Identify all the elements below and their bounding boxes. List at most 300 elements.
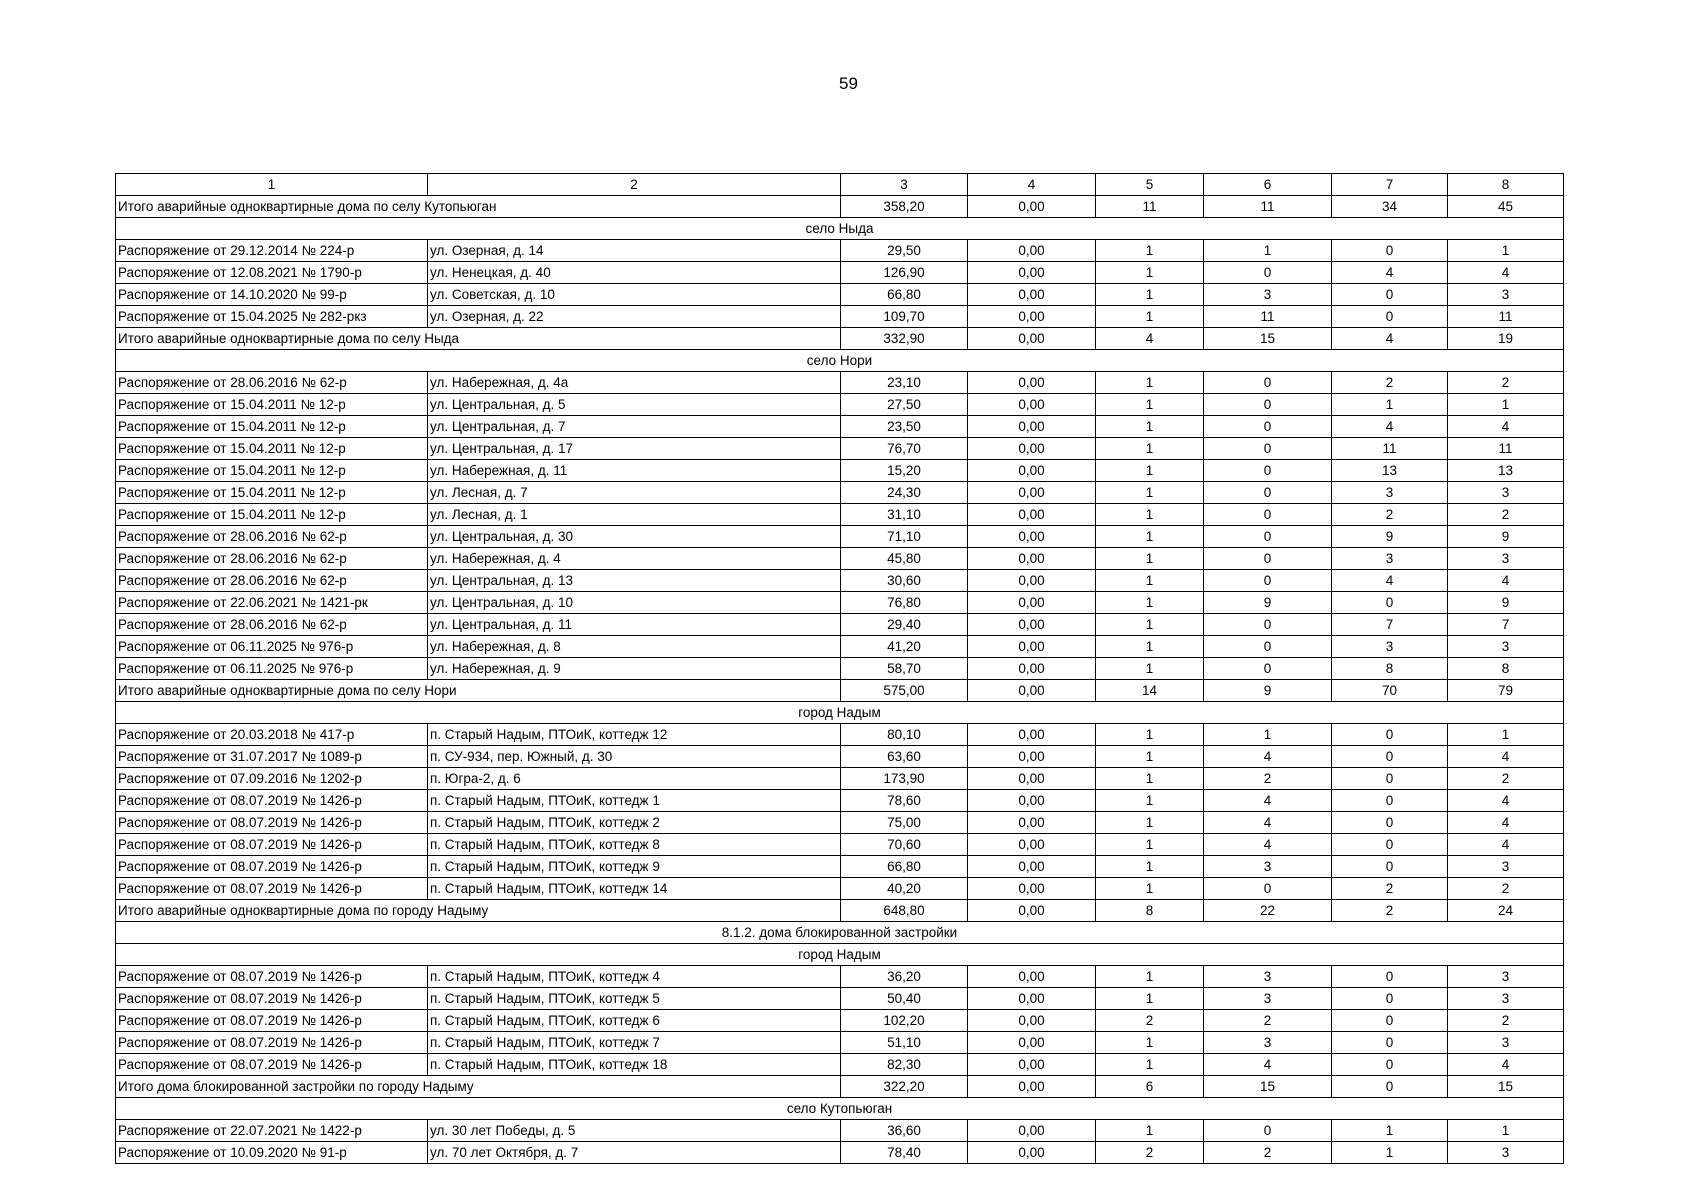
document-cell: Распоряжение от 29.12.2014 № 224-р bbox=[116, 240, 428, 262]
value-cell: 9 bbox=[1204, 592, 1332, 614]
value-cell: 11 bbox=[1332, 438, 1448, 460]
value-cell: 1 bbox=[1096, 306, 1204, 328]
value-cell: 70,60 bbox=[841, 834, 968, 856]
value-cell: 11 bbox=[1448, 306, 1564, 328]
value-cell: 30,60 bbox=[841, 570, 968, 592]
document-cell: Распоряжение от 06.11.2025 № 976-р bbox=[116, 636, 428, 658]
table-row bbox=[116, 526, 1564, 548]
value-cell: 2 bbox=[1332, 504, 1448, 526]
value-cell: 1 bbox=[1096, 1032, 1204, 1054]
value-cell: 4 bbox=[1332, 262, 1448, 284]
value-cell: 66,80 bbox=[841, 856, 968, 878]
address-cell: п. Старый Надым, ПТОиК, коттедж 1 bbox=[428, 790, 841, 812]
address-cell: п. СУ-934, пер. Южный, д. 30 bbox=[428, 746, 841, 768]
value-cell: 1 bbox=[1096, 746, 1204, 768]
table-row bbox=[116, 1032, 1564, 1054]
section-title: село Ныда bbox=[116, 218, 1564, 240]
value-cell: 332,90 bbox=[841, 328, 968, 350]
value-cell: 0,00 bbox=[968, 284, 1096, 306]
document-cell: Распоряжение от 08.07.2019 № 1426-р bbox=[116, 790, 428, 812]
table-row bbox=[116, 790, 1564, 812]
value-cell: 1 bbox=[1096, 460, 1204, 482]
value-cell: 2 bbox=[1448, 1010, 1564, 1032]
value-cell: 0,00 bbox=[968, 570, 1096, 592]
value-cell: 0 bbox=[1332, 988, 1448, 1010]
value-cell: 126,90 bbox=[841, 262, 968, 284]
value-cell: 0 bbox=[1332, 966, 1448, 988]
value-cell: 173,90 bbox=[841, 768, 968, 790]
value-cell: 66,80 bbox=[841, 284, 968, 306]
table-row bbox=[116, 878, 1564, 900]
value-cell: 109,70 bbox=[841, 306, 968, 328]
address-cell: ул. Набережная, д. 8 bbox=[428, 636, 841, 658]
value-cell: 648,80 bbox=[841, 900, 968, 922]
value-cell: 0,00 bbox=[968, 592, 1096, 614]
header-cell: 4 bbox=[968, 174, 1096, 196]
table-row bbox=[116, 240, 1564, 262]
value-cell: 1 bbox=[1096, 416, 1204, 438]
total-label: Итого дома блокированной застройки по городу Надыму bbox=[116, 1076, 841, 1098]
document-cell: Распоряжение от 08.07.2019 № 1426-р bbox=[116, 856, 428, 878]
document-cell: Распоряжение от 14.10.2020 № 99-р bbox=[116, 284, 428, 306]
table-row bbox=[116, 1010, 1564, 1032]
document-cell: Распоряжение от 15.04.2011 № 12-р bbox=[116, 416, 428, 438]
value-cell: 7 bbox=[1332, 614, 1448, 636]
document-cell: Распоряжение от 15.04.2011 № 12-р bbox=[116, 482, 428, 504]
address-cell: ул. Центральная, д. 11 bbox=[428, 614, 841, 636]
address-cell: ул. Набережная, д. 11 bbox=[428, 460, 841, 482]
value-cell: 45,80 bbox=[841, 548, 968, 570]
value-cell: 29,40 bbox=[841, 614, 968, 636]
value-cell: 70 bbox=[1332, 680, 1448, 702]
address-cell: ул. Набережная, д. 4а bbox=[428, 372, 841, 394]
address-cell: ул. 70 лет Октября, д. 7 bbox=[428, 1142, 841, 1164]
value-cell: 0,00 bbox=[968, 328, 1096, 350]
section-header-row bbox=[116, 350, 1564, 372]
housing-table bbox=[115, 173, 1564, 1164]
value-cell: 0,00 bbox=[968, 196, 1096, 218]
value-cell: 4 bbox=[1448, 834, 1564, 856]
document-cell: Распоряжение от 08.07.2019 № 1426-р bbox=[116, 834, 428, 856]
address-cell: п. Старый Надым, ПТОиК, коттедж 4 bbox=[428, 966, 841, 988]
header-cell: 8 bbox=[1448, 174, 1564, 196]
value-cell: 15 bbox=[1204, 1076, 1332, 1098]
value-cell: 0,00 bbox=[968, 966, 1096, 988]
section-header-row bbox=[116, 702, 1564, 724]
document-cell: Распоряжение от 28.06.2016 № 62-р bbox=[116, 526, 428, 548]
value-cell: 1 bbox=[1096, 966, 1204, 988]
value-cell: 0 bbox=[1204, 636, 1332, 658]
document-cell: Распоряжение от 06.11.2025 № 976-р bbox=[116, 658, 428, 680]
value-cell: 0,00 bbox=[968, 460, 1096, 482]
value-cell: 0,00 bbox=[968, 416, 1096, 438]
document-cell: Распоряжение от 10.09.2020 № 91-р bbox=[116, 1142, 428, 1164]
value-cell: 9 bbox=[1332, 526, 1448, 548]
value-cell: 0 bbox=[1332, 856, 1448, 878]
address-cell: п. Старый Надым, ПТОиК, коттедж 2 bbox=[428, 812, 841, 834]
value-cell: 0 bbox=[1332, 1076, 1448, 1098]
value-cell: 29,50 bbox=[841, 240, 968, 262]
total-row bbox=[116, 328, 1564, 350]
value-cell: 41,20 bbox=[841, 636, 968, 658]
table-row bbox=[116, 724, 1564, 746]
value-cell: 1 bbox=[1096, 284, 1204, 306]
value-cell: 2 bbox=[1096, 1010, 1204, 1032]
table-row bbox=[116, 1142, 1564, 1164]
table-body bbox=[116, 174, 1564, 1164]
value-cell: 0,00 bbox=[968, 680, 1096, 702]
value-cell: 0 bbox=[1204, 394, 1332, 416]
value-cell: 4 bbox=[1204, 1054, 1332, 1076]
total-row bbox=[116, 900, 1564, 922]
address-cell: ул. Центральная, д. 7 bbox=[428, 416, 841, 438]
value-cell: 0 bbox=[1204, 548, 1332, 570]
value-cell: 4 bbox=[1448, 570, 1564, 592]
value-cell: 0,00 bbox=[968, 988, 1096, 1010]
value-cell: 0,00 bbox=[968, 262, 1096, 284]
document-cell: Распоряжение от 08.07.2019 № 1426-р bbox=[116, 966, 428, 988]
address-cell: п. Старый Надым, ПТОиК, коттедж 14 bbox=[428, 878, 841, 900]
value-cell: 45 bbox=[1448, 196, 1564, 218]
value-cell: 27,50 bbox=[841, 394, 968, 416]
value-cell: 358,20 bbox=[841, 196, 968, 218]
value-cell: 2 bbox=[1448, 878, 1564, 900]
address-cell: п. Старый Надым, ПТОиК, коттедж 8 bbox=[428, 834, 841, 856]
table-row bbox=[116, 658, 1564, 680]
value-cell: 3 bbox=[1448, 856, 1564, 878]
table-row bbox=[116, 548, 1564, 570]
value-cell: 76,80 bbox=[841, 592, 968, 614]
value-cell: 0,00 bbox=[968, 790, 1096, 812]
value-cell: 0,00 bbox=[968, 614, 1096, 636]
page-number: 59 bbox=[839, 74, 858, 93]
value-cell: 1 bbox=[1096, 592, 1204, 614]
value-cell: 0 bbox=[1204, 570, 1332, 592]
document-cell: Распоряжение от 28.06.2016 № 62-р bbox=[116, 372, 428, 394]
table-row bbox=[116, 988, 1564, 1010]
value-cell: 58,70 bbox=[841, 658, 968, 680]
section-header-row bbox=[116, 218, 1564, 240]
table-row bbox=[116, 746, 1564, 768]
value-cell: 2 bbox=[1204, 1142, 1332, 1164]
value-cell: 0 bbox=[1204, 416, 1332, 438]
value-cell: 0 bbox=[1332, 834, 1448, 856]
value-cell: 1 bbox=[1096, 658, 1204, 680]
document-cell: Распоряжение от 15.04.2011 № 12-р bbox=[116, 394, 428, 416]
value-cell: 1 bbox=[1096, 812, 1204, 834]
value-cell: 31,10 bbox=[841, 504, 968, 526]
value-cell: 8 bbox=[1096, 900, 1204, 922]
value-cell: 0 bbox=[1332, 284, 1448, 306]
value-cell: 1 bbox=[1096, 526, 1204, 548]
address-cell: ул. 30 лет Победы, д. 5 bbox=[428, 1120, 841, 1142]
value-cell: 0,00 bbox=[968, 504, 1096, 526]
value-cell: 0 bbox=[1332, 1032, 1448, 1054]
value-cell: 0 bbox=[1204, 438, 1332, 460]
table-row bbox=[116, 614, 1564, 636]
value-cell: 11 bbox=[1096, 196, 1204, 218]
value-cell: 24,30 bbox=[841, 482, 968, 504]
value-cell: 2 bbox=[1096, 1142, 1204, 1164]
value-cell: 63,60 bbox=[841, 746, 968, 768]
value-cell: 0 bbox=[1332, 768, 1448, 790]
value-cell: 2 bbox=[1448, 768, 1564, 790]
value-cell: 4 bbox=[1448, 1054, 1564, 1076]
value-cell: 4 bbox=[1332, 416, 1448, 438]
value-cell: 1 bbox=[1096, 768, 1204, 790]
value-cell: 3 bbox=[1448, 1142, 1564, 1164]
value-cell: 3 bbox=[1448, 966, 1564, 988]
total-label: Итого аварийные одноквартирные дома по селу Нори bbox=[116, 680, 841, 702]
value-cell: 2 bbox=[1332, 878, 1448, 900]
value-cell: 1 bbox=[1096, 262, 1204, 284]
total-row bbox=[116, 680, 1564, 702]
value-cell: 9 bbox=[1448, 526, 1564, 548]
value-cell: 75,00 bbox=[841, 812, 968, 834]
value-cell: 0 bbox=[1332, 306, 1448, 328]
value-cell: 1 bbox=[1096, 834, 1204, 856]
address-cell: ул. Лесная, д. 7 bbox=[428, 482, 841, 504]
value-cell: 0 bbox=[1332, 240, 1448, 262]
table-row bbox=[116, 834, 1564, 856]
value-cell: 1 bbox=[1096, 372, 1204, 394]
total-label: Итого аварийные одноквартирные дома по селу Ныда bbox=[116, 328, 841, 350]
value-cell: 4 bbox=[1204, 834, 1332, 856]
header-cell: 7 bbox=[1332, 174, 1448, 196]
value-cell: 19 bbox=[1448, 328, 1564, 350]
total-label: Итого аварийные одноквартирные дома по городу Надыму bbox=[116, 900, 841, 922]
value-cell: 1 bbox=[1096, 988, 1204, 1010]
value-cell: 4 bbox=[1332, 328, 1448, 350]
address-cell: п. Югра-2, д. 6 bbox=[428, 768, 841, 790]
value-cell: 8 bbox=[1332, 658, 1448, 680]
value-cell: 0,00 bbox=[968, 372, 1096, 394]
value-cell: 0 bbox=[1332, 1010, 1448, 1032]
document-cell: Распоряжение от 08.07.2019 № 1426-р bbox=[116, 988, 428, 1010]
value-cell: 6 bbox=[1096, 1076, 1204, 1098]
document-cell: Распоряжение от 22.07.2021 № 1422-р bbox=[116, 1120, 428, 1142]
value-cell: 322,20 bbox=[841, 1076, 968, 1098]
document-cell: Распоряжение от 28.06.2016 № 62-р bbox=[116, 548, 428, 570]
value-cell: 1 bbox=[1096, 394, 1204, 416]
value-cell: 0,00 bbox=[968, 394, 1096, 416]
value-cell: 1 bbox=[1448, 394, 1564, 416]
document-cell: Распоряжение от 28.06.2016 № 62-р bbox=[116, 614, 428, 636]
value-cell: 23,10 bbox=[841, 372, 968, 394]
value-cell: 4 bbox=[1448, 812, 1564, 834]
value-cell: 78,40 bbox=[841, 1142, 968, 1164]
value-cell: 15 bbox=[1204, 328, 1332, 350]
value-cell: 4 bbox=[1448, 262, 1564, 284]
value-cell: 71,10 bbox=[841, 526, 968, 548]
value-cell: 0,00 bbox=[968, 438, 1096, 460]
value-cell: 0,00 bbox=[968, 878, 1096, 900]
total-label: Итого аварийные одноквартирные дома по селу Кутопьюган bbox=[116, 196, 841, 218]
value-cell: 3 bbox=[1204, 1032, 1332, 1054]
value-cell: 4 bbox=[1204, 790, 1332, 812]
table-row bbox=[116, 438, 1564, 460]
value-cell: 3 bbox=[1332, 548, 1448, 570]
table-row bbox=[116, 812, 1564, 834]
header-row bbox=[116, 174, 1564, 196]
value-cell: 1 bbox=[1096, 636, 1204, 658]
value-cell: 2 bbox=[1448, 372, 1564, 394]
address-cell: п. Старый Надым, ПТОиК, коттедж 7 bbox=[428, 1032, 841, 1054]
value-cell: 82,30 bbox=[841, 1054, 968, 1076]
document-cell: Распоряжение от 15.04.2011 № 12-р bbox=[116, 460, 428, 482]
table-row bbox=[116, 416, 1564, 438]
value-cell: 1 bbox=[1332, 394, 1448, 416]
value-cell: 1 bbox=[1096, 548, 1204, 570]
value-cell: 1 bbox=[1332, 1142, 1448, 1164]
value-cell: 1 bbox=[1204, 240, 1332, 262]
value-cell: 0,00 bbox=[968, 658, 1096, 680]
value-cell: 80,10 bbox=[841, 724, 968, 746]
header-cell: 1 bbox=[116, 174, 428, 196]
value-cell: 22 bbox=[1204, 900, 1332, 922]
address-cell: п. Старый Надым, ПТОиК, коттедж 9 bbox=[428, 856, 841, 878]
value-cell: 78,60 bbox=[841, 790, 968, 812]
table-row bbox=[116, 966, 1564, 988]
value-cell: 1 bbox=[1096, 240, 1204, 262]
document-cell: Распоряжение от 28.06.2016 № 62-р bbox=[116, 570, 428, 592]
value-cell: 4 bbox=[1448, 416, 1564, 438]
value-cell: 0 bbox=[1332, 746, 1448, 768]
document-cell: Распоряжение от 08.07.2019 № 1426-р bbox=[116, 878, 428, 900]
section-header-row bbox=[116, 922, 1564, 944]
value-cell: 3 bbox=[1332, 636, 1448, 658]
value-cell: 34 bbox=[1332, 196, 1448, 218]
value-cell: 0 bbox=[1204, 614, 1332, 636]
value-cell: 11 bbox=[1204, 306, 1332, 328]
value-cell: 4 bbox=[1096, 328, 1204, 350]
value-cell: 1 bbox=[1448, 1120, 1564, 1142]
address-cell: п. Старый Надым, ПТОиК, коттедж 18 bbox=[428, 1054, 841, 1076]
address-cell: ул. Озерная, д. 22 bbox=[428, 306, 841, 328]
value-cell: 0,00 bbox=[968, 724, 1096, 746]
section-title: город Надым bbox=[116, 702, 1564, 724]
total-row bbox=[116, 196, 1564, 218]
value-cell: 0 bbox=[1204, 460, 1332, 482]
document-cell: Распоряжение от 07.09.2016 № 1202-р bbox=[116, 768, 428, 790]
value-cell: 24 bbox=[1448, 900, 1564, 922]
value-cell: 76,70 bbox=[841, 438, 968, 460]
value-cell: 1 bbox=[1096, 614, 1204, 636]
value-cell: 0,00 bbox=[968, 1010, 1096, 1032]
value-cell: 36,20 bbox=[841, 966, 968, 988]
value-cell: 0,00 bbox=[968, 1142, 1096, 1164]
value-cell: 0,00 bbox=[968, 548, 1096, 570]
value-cell: 0 bbox=[1332, 1054, 1448, 1076]
value-cell: 0 bbox=[1204, 372, 1332, 394]
value-cell: 3 bbox=[1448, 548, 1564, 570]
value-cell: 0 bbox=[1204, 658, 1332, 680]
value-cell: 40,20 bbox=[841, 878, 968, 900]
value-cell: 14 bbox=[1096, 680, 1204, 702]
value-cell: 11 bbox=[1448, 438, 1564, 460]
address-cell: п. Старый Надым, ПТОиК, коттедж 5 bbox=[428, 988, 841, 1010]
value-cell: 8 bbox=[1448, 658, 1564, 680]
value-cell: 7 bbox=[1448, 614, 1564, 636]
document-cell: Распоряжение от 15.04.2011 № 12-р bbox=[116, 504, 428, 526]
value-cell: 4 bbox=[1204, 746, 1332, 768]
value-cell: 1 bbox=[1096, 790, 1204, 812]
address-cell: ул. Ненецкая, д. 40 bbox=[428, 262, 841, 284]
value-cell: 1 bbox=[1096, 1120, 1204, 1142]
value-cell: 0,00 bbox=[968, 1076, 1096, 1098]
table-row bbox=[116, 394, 1564, 416]
header-cell: 6 bbox=[1204, 174, 1332, 196]
address-cell: ул. Центральная, д. 30 bbox=[428, 526, 841, 548]
address-cell: ул. Центральная, д. 10 bbox=[428, 592, 841, 614]
value-cell: 13 bbox=[1448, 460, 1564, 482]
value-cell: 1 bbox=[1096, 1054, 1204, 1076]
value-cell: 3 bbox=[1204, 966, 1332, 988]
address-cell: ул. Советская, д. 10 bbox=[428, 284, 841, 306]
value-cell: 2 bbox=[1332, 372, 1448, 394]
header-cell: 2 bbox=[428, 174, 841, 196]
value-cell: 0,00 bbox=[968, 746, 1096, 768]
header-cell: 3 bbox=[841, 174, 968, 196]
value-cell: 0,00 bbox=[968, 636, 1096, 658]
value-cell: 1 bbox=[1096, 482, 1204, 504]
value-cell: 1 bbox=[1332, 1120, 1448, 1142]
value-cell: 3 bbox=[1448, 988, 1564, 1010]
document-cell: Распоряжение от 20.03.2018 № 417-р bbox=[116, 724, 428, 746]
document-cell: Распоряжение от 08.07.2019 № 1426-р bbox=[116, 1032, 428, 1054]
value-cell: 0,00 bbox=[968, 812, 1096, 834]
value-cell: 1 bbox=[1096, 856, 1204, 878]
section-title: город Надым bbox=[116, 944, 1564, 966]
value-cell: 1 bbox=[1448, 240, 1564, 262]
value-cell: 4 bbox=[1332, 570, 1448, 592]
address-cell: п. Старый Надым, ПТОиК, коттедж 6 bbox=[428, 1010, 841, 1032]
table-row bbox=[116, 1120, 1564, 1142]
value-cell: 0,00 bbox=[968, 482, 1096, 504]
value-cell: 1 bbox=[1204, 724, 1332, 746]
table-row bbox=[116, 636, 1564, 658]
value-cell: 0,00 bbox=[968, 1054, 1096, 1076]
value-cell: 0,00 bbox=[968, 1032, 1096, 1054]
value-cell: 1 bbox=[1448, 724, 1564, 746]
table-row bbox=[116, 504, 1564, 526]
value-cell: 2 bbox=[1204, 1010, 1332, 1032]
table-row bbox=[116, 306, 1564, 328]
value-cell: 3 bbox=[1448, 1032, 1564, 1054]
table-row bbox=[116, 284, 1564, 306]
value-cell: 0,00 bbox=[968, 856, 1096, 878]
value-cell: 2 bbox=[1448, 504, 1564, 526]
value-cell: 50,40 bbox=[841, 988, 968, 1010]
section-title: 8.1.2. дома блокированной застройки bbox=[116, 922, 1564, 944]
value-cell: 3 bbox=[1448, 636, 1564, 658]
document-cell: Распоряжение от 12.08.2021 № 1790-р bbox=[116, 262, 428, 284]
address-cell: ул. Центральная, д. 13 bbox=[428, 570, 841, 592]
document-cell: Распоряжение от 08.07.2019 № 1426-р bbox=[116, 1010, 428, 1032]
table-row bbox=[116, 768, 1564, 790]
address-cell: п. Старый Надым, ПТОиК, коттедж 12 bbox=[428, 724, 841, 746]
value-cell: 0,00 bbox=[968, 900, 1096, 922]
value-cell: 0,00 bbox=[968, 768, 1096, 790]
value-cell: 102,20 bbox=[841, 1010, 968, 1032]
value-cell: 1 bbox=[1096, 724, 1204, 746]
value-cell: 0 bbox=[1204, 482, 1332, 504]
value-cell: 15,20 bbox=[841, 460, 968, 482]
value-cell: 0,00 bbox=[968, 834, 1096, 856]
value-cell: 0 bbox=[1204, 1120, 1332, 1142]
table-row bbox=[116, 592, 1564, 614]
value-cell: 23,50 bbox=[841, 416, 968, 438]
